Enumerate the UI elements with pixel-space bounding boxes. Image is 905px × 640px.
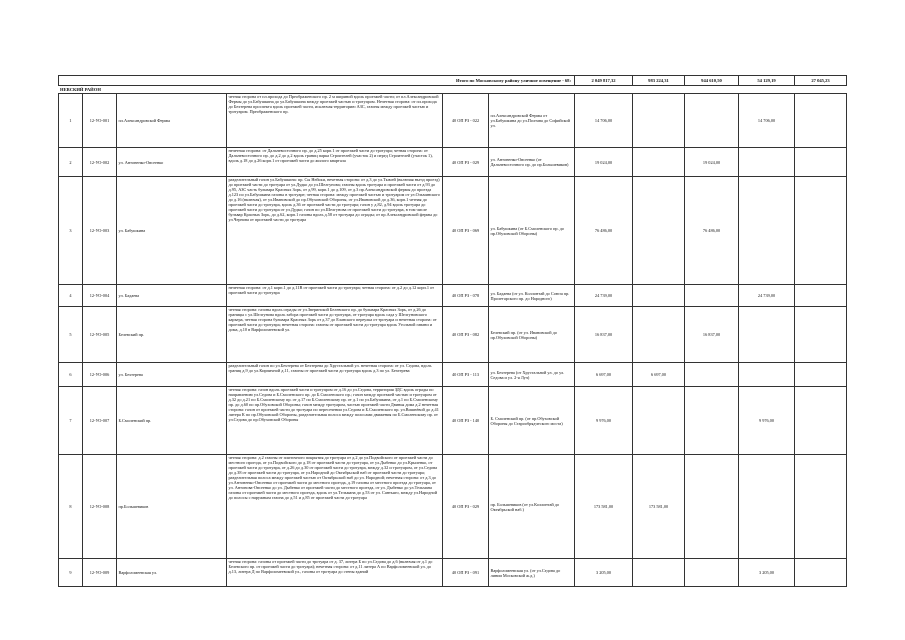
area-category-4 [795, 148, 847, 177]
area-total: 173 581,00 [575, 455, 633, 559]
area-category-1 [633, 387, 685, 455]
area-total: 24 739,00 [575, 285, 633, 307]
street-name: ул. Антоненко-Овсеенко [117, 148, 227, 177]
row-number: 3 [59, 177, 83, 285]
area-category-1: 173 581,00 [633, 455, 685, 559]
area-category-2 [685, 94, 739, 148]
row-code: 12-УО-006 [83, 363, 117, 387]
table-row [59, 455, 847, 559]
area-category-4 [795, 363, 847, 387]
registry-number: 40 ОП РЗ - 069 [443, 177, 489, 285]
street-name: пр.Большевиков [117, 455, 227, 559]
street-name: Варфоломеевская ул. [117, 559, 227, 587]
area-category-3 [739, 148, 795, 177]
row-code: 12-УО-007 [83, 387, 117, 455]
area-description: четная сторона: газон вдоль проезжей части и тротуаром от д.16 до ул.Седова, территория ЗДС вдоль ограды по направлению ул.Седова и Б.Смоленского пр. до Б.Смоленского пр.; газон между проезжей частью и тротуаром от д.32 до д.21 по Б.Смоленскому пр. от д.17 по Б.Смоленскому пр. от д.1 по ул.Бабушкина, от д.1 по Б.Смоленскому пр. до д.60 по пр.Обуховской Обороны; газон между тротуаром, частью проезжей части Двинья дома д.2 нечетная сторона: газон от проезжей части до тротуара по пересечении ул.Седова и Б.Смоленского пр. ул.Вишнёвой до д.41 литера К по пр.Обуховской Обороны, разделительная полоса между полосами движения по Б.Смоленскому пр. от ул.Седова до пр.Обуховской Обороны [227, 387, 443, 455]
total-row [59, 76, 847, 86]
area-total: 9 976,00 [575, 387, 633, 455]
area-total: 16 837,00 [575, 307, 633, 363]
area-category-4 [795, 455, 847, 559]
area-category-3: 24 739,00 [739, 285, 795, 307]
area-description: четная сторона от пл.прохода до Преображенского пр. 2 м шириной вдоль проезжей части; от пл.Александровской Фермы до ул.Бабушкина до ул.Бабушкина между проезжей частью и тротуаром. Нечетная сторона: от пл.прохода до Бехтерева проспекта вдоль проезжей части, исключая территорию АЗС, газоны между проезжей частью и тротуаром. Преображенского пр. [227, 94, 443, 148]
registry-number: 40 ОП РЗ - 113 [443, 363, 489, 387]
district-row [59, 86, 847, 94]
street-name: ул. Бехтерева [117, 363, 227, 387]
table-row [59, 387, 847, 455]
total-value-3: 944 610,50 [685, 76, 739, 86]
registry-number: 40 ОП РЗ - 091 [443, 559, 489, 587]
area-category-2 [685, 285, 739, 307]
area-category-2: 19 024,00 [685, 148, 739, 177]
row-code: 12-УО-001 [83, 94, 117, 148]
area-description: четная сторона: газоны вдоль ограды от ул.Зверинской Белевского пр. до бульвара Красных Зорь, от д.26 до границы с ул.Шелгунова вдоль забора проезжей части до тротуара, от тротуара вдоль сада у Шелгуновского карьера, четная сторона бульвара Красных Зорь от д.37 до Еланского переулка от тротуара и нечетная сторона: от проезжей части до тротуара; нечетная сторона: газоны от проезжей части до тротуара вдоль Угольной гавани и дома, д.10 в Варфоломеевской ул. [227, 307, 443, 363]
row-number: 1 [59, 94, 83, 148]
area-category-3: 3 205,00 [739, 559, 795, 587]
street-section: ул. Бабушкина (от Б.Смоленского пр. до пр.Обуховской Обороны) [489, 177, 575, 285]
area-category-4 [795, 387, 847, 455]
area-total: 6 697,00 [575, 363, 633, 387]
area-category-1 [633, 307, 685, 363]
area-category-2: 76 486,00 [685, 177, 739, 285]
area-category-1 [633, 148, 685, 177]
area-category-1: 6 697,00 [633, 363, 685, 387]
area-category-4 [795, 559, 847, 587]
area-category-3: 9 976,00 [739, 387, 795, 455]
area-total: 76 486,00 [575, 177, 633, 285]
street-section: Б. Смоленский пр. (от пр.Обуховской Обороны до Старообрядческого моста) [489, 387, 575, 455]
area-category-4 [795, 177, 847, 285]
row-code: 12-УО-008 [83, 455, 117, 559]
table-row [59, 363, 847, 387]
area-category-2 [685, 559, 739, 587]
district-title: НЕВСКИЙ РАЙОН [59, 86, 847, 94]
table-row [59, 94, 847, 148]
registry-number: 40 ОП РЗ - 082 [443, 307, 489, 363]
registry-number: 40 ОП РЗ - 078 [443, 285, 489, 307]
row-number: 9 [59, 559, 83, 587]
table-row [59, 307, 847, 363]
area-description: разделительный газон по ул.Бехтерева от Бехтерева до Хрустальной ул. нечетная сторона: от ул. Седова, вдоль границ д.9 до ул.Кирпичной д.11, газоны от проезжей части до тротуара вдоль д.3 по ул. Бехтерева [227, 363, 443, 387]
area-category-1 [633, 559, 685, 587]
area-category-1 [633, 177, 685, 285]
row-number: 2 [59, 148, 83, 177]
area-category-1 [633, 94, 685, 148]
street-section: Белевский пр. (от ул. Ивановской до пр.Обуховской Обороны) [489, 307, 575, 363]
row-number: 5 [59, 307, 83, 363]
street-section: Варфоломеевская ул. (от ул.Седова до линии Московской ж.д.) [489, 559, 575, 587]
total-value-5: 27 045,23 [795, 76, 847, 86]
registry-number: 40 ОП РЗ - 029 [443, 148, 489, 177]
area-description: четная сторона: д.2 газоны от плиточного покрытия до тротуара от д.2 до ул.Подвойского от проезжей части до местного проезда, от ул.Подвойского до д.18 от проезжей части до тротуара, от ул.Дыбенко до ул.Крыленко, от проезжей части до тротуара, от д.26 до д.30 от проезжей части до тротуара, между д.32 и тротуаром, от ул.Седова до д.38 от проезжей части до тротуара, от ул.Народной до Октябрьской наб от проезжей части до тротуара; разделительная полоса между проезжей частью от Октябрьской наб до ул. Народной; нечетная сторона: от д.3 до ул.Антоненко-Овсеенко от проезжей части до местного проезда, д.19 газоны от местного проезда до тротуара, от ул. Антонова-Овсеенко до ул. Дыбенко от проезжей части до местного проезда, от ул. Дыбенко до ул.Тельмана газоны от проезжей части до местного проезда, вдоль от ул.Тельмана до д.53 от ул. Сантьяго, между ул.Народной до полосы с наружным газона до д.51 и д.85 от проезжей части до тротуара [227, 455, 443, 559]
row-number: 8 [59, 455, 83, 559]
area-category-2 [685, 455, 739, 559]
street-section: ул. Бехтерева (от Хрустальной ул. до ул. Седова и ул. 2-я Луч) [489, 363, 575, 387]
area-total: 19 024,00 [575, 148, 633, 177]
table-row [59, 559, 847, 587]
street-name: пл.Александровской Фермы [117, 94, 227, 148]
row-number: 6 [59, 363, 83, 387]
street-name: Б.Смоленский пр. [117, 387, 227, 455]
table-row [59, 285, 847, 307]
area-category-2: 16 837,00 [685, 307, 739, 363]
greening-register-table [58, 75, 847, 587]
area-description: нечетная сторона: от Дальневосточного пр. до д.25 корп.1 от проезжей части до тротуара; четная сторона: от Дальневосточного пр. до д.2 до д.2 вдоль границ парка Строителей (участок 2) и перед Строителей (участок 1), вдоль д.18 до д.26 корп.1 от проезжей части до жилого квартала [227, 148, 443, 177]
area-total: 14 706,00 [575, 94, 633, 148]
total-label: Итого по Московскому району уличное освещение - 68: [59, 76, 575, 86]
total-value-4: 54 129,19 [739, 76, 795, 86]
street-name: ул. Бабушкина [117, 177, 227, 285]
area-category-4 [795, 94, 847, 148]
area-total: 3 205,00 [575, 559, 633, 587]
row-number: 4 [59, 285, 83, 307]
area-category-3: 14 706,00 [739, 94, 795, 148]
area-category-3 [739, 177, 795, 285]
row-number: 7 [59, 387, 83, 455]
registry-number: 40 ОП РЗ - 022 [443, 94, 489, 148]
street-section: ул. Бадаева (от ул. Коллонтай до Союза пр. Пролетарского пр. до Народного) [489, 285, 575, 307]
row-code: 12-УО-002 [83, 148, 117, 177]
area-description: нечетная сторона: от д.1 корп.1 до д.11В от проезжей части до тротуара; четная сторона: от д.2 до д.12 корп.1 от проезжей части до тротуара [227, 285, 443, 307]
area-category-4 [795, 285, 847, 307]
street-section: пл.Александровской Фермы от ул.Бабушкина до ул.Полтава до Софийской ул. [489, 94, 575, 148]
table-row [59, 148, 847, 177]
street-name: Белевский пр. [117, 307, 227, 363]
area-category-3 [739, 307, 795, 363]
total-value-2: 983 224,31 [633, 76, 685, 86]
table-body [59, 76, 847, 587]
total-value-1: 2 049 817,32 [575, 76, 633, 86]
street-section: пр. Большевиков (от ул.Коллонтай до Октябрьской наб.) [489, 455, 575, 559]
area-description: четная сторона: газоны от проезжей части до тротуара от д. 37, литера Б по ул.Седова до д.6 (включая от д.1 до Белевского пр. от проезжей части до тротуара); нечетная сторона: от д.11 литера А по Варфоломеевской ул. до д.13, литера Д по Варфоломеевской ул., газоны от тротуара до стены зданий [227, 559, 443, 587]
area-category-2 [685, 387, 739, 455]
area-category-4 [795, 307, 847, 363]
area-category-1 [633, 285, 685, 307]
area-description: разделительный газон ул.Бабушкина: пр. Сы Нейски, нечетная сторона: от д.3 до ул.Ткачей (включая въезд проезд) до проезжей части до тротуара от ул.Дудко до ул.Шелгунова; газоны вдоль тротуара и проезжей части от д.93 до д.95, АЗС часть бульвара Красных Зорь, от д.99, корп.1 до д.109, от д.3 пр.Александровской фермы до проезда д.123 по ул.Бабушкина газоны в тротуаре; четная сторона: между проезжей частью и тротуаром от ул.Ольминского до д.16 (включая), от ул.Ивановской до пр.Обуховской Обороны, от ул.Ивановской до д.36, корп.1 четная до проезжей части до тротуара, вдоль д.36 от проезжей части до тротуара; газон у д.82, д.94 вдоль тротуара до проезжей части до тротуара от ул.Дудко; газон по ул.Шелгунова от проезжей части до тротуара, в том числе бульвар Красных Зорь, до д.62, корп.1 газоны вдоль д.58 от тротуара до ограды; от пр.Александровской фермы до ул.Чернова от проезжей части до тротуара [227, 177, 443, 285]
table-row [59, 177, 847, 285]
area-category-3 [739, 455, 795, 559]
registry-number: 40 ОП РЗ - 029 [443, 455, 489, 559]
street-section: ул. Антоненко-Овсеенко (от Дальневосточного пр. до пр.Большевиков) [489, 148, 575, 177]
area-category-2 [685, 363, 739, 387]
row-code: 12-УО-004 [83, 285, 117, 307]
registry-number: 40 ОП РЗ - 140 [443, 387, 489, 455]
row-code: 12-УО-003 [83, 177, 117, 285]
row-code: 12-УО-005 [83, 307, 117, 363]
row-code: 12-УО-009 [83, 559, 117, 587]
area-category-3 [739, 363, 795, 387]
street-name: ул. Бадаева [117, 285, 227, 307]
